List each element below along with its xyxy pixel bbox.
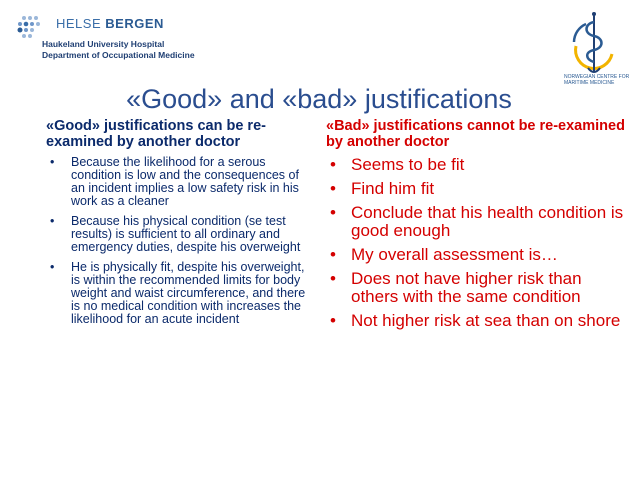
good-justifications-heading: «Good» justifications can be re-examined by another doctor: [46, 118, 266, 150]
maritime-medicine-logo-text: NORWEGIAN CENTRE FOR MARITIME MEDICINE: [564, 74, 630, 86]
list-item: • Not higher risk at sea than on shore: [330, 311, 621, 330]
slide-title: «Good» and «bad» justifications: [126, 84, 512, 114]
bad-justifications-column: [326, 119, 626, 336]
list-item: • Because the likelihood for a serous condition is low and the consequences of an incident implies a low safety risk in his work as a cleaner: [50, 155, 299, 208]
list-item: • My overall assessment is…: [330, 245, 558, 264]
helse-bergen-header: [16, 14, 276, 74]
brand-name: HELSE BERGEN: [56, 16, 164, 31]
good-justifications-list: [46, 156, 306, 326]
list-item: • Does not have higher risk than others with the same condition: [330, 269, 582, 306]
bad-justifications-list: [326, 156, 626, 330]
department-name: Department of Occupational Medicine: [42, 50, 195, 60]
bad-justifications-heading: «Bad» justifications cannot be re-examined by another doctor: [326, 118, 625, 150]
list-item: • Find him fit: [330, 179, 435, 198]
list-item: • He is physically fit, despite his overweight, is within the recommended limits for body weight and waist circumference, and there is no medical condition with increases the likelihood for an acute incident: [50, 260, 306, 326]
hospital-name: Haukeland University Hospital: [42, 39, 165, 49]
list-item: • Conclude that his health condition is good enough: [330, 203, 624, 240]
list-item: • Because his physical condition (se test results) is sufficient to all ordinary and emergency duties, despite his overweight: [50, 214, 301, 254]
list-item: • Seems to be fit: [330, 155, 465, 174]
good-justifications-column: [46, 119, 306, 333]
